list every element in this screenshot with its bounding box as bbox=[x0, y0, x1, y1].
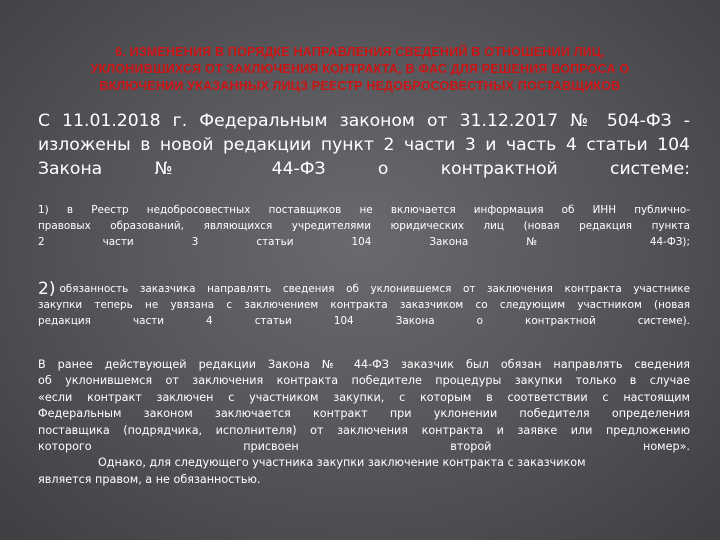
para-line: является правом, а не обязанностью. bbox=[38, 472, 261, 486]
para-line: поставщика (подрядчика, исполнителя) от заключения контракта и заявке или предложению bbox=[38, 423, 690, 437]
body-paragraph bbox=[38, 357, 690, 488]
para-line: «если контракт заключен с участником закупки, с которым в соответствии с настоящим bbox=[38, 390, 690, 404]
para-indented-line bbox=[38, 455, 690, 471]
item1-line: 1) в Реестр недобросовестных поставщиков не включается информация об ИНН публично- bbox=[38, 204, 690, 216]
slide-title bbox=[30, 44, 690, 95]
lead-line: изложены в новой редакции пункт 2 части 3 и часть 4 статьи 104 bbox=[38, 135, 690, 155]
item2-line: обязанность заказчика направлять сведения об уклонившемся от заключения контракта участнике bbox=[59, 283, 690, 295]
item2-line: редакция части 4 статьи 104 Закона о контрактной системе). bbox=[38, 315, 690, 327]
item2-line: закупки теперь не увязана с заключением контракта заказчиком со следующим участником (новая bbox=[38, 299, 690, 311]
item1-line: 2 части 3 статьи 104 Закона № 44-ФЗ); bbox=[38, 236, 690, 248]
list-item-2 bbox=[38, 281, 690, 329]
para-line: Однако, для следующего участника закупки заключение контракта с заказчиком bbox=[98, 456, 586, 470]
item2-first-line bbox=[38, 281, 690, 297]
title-line: ВКЛЮЧЕНИИ УКАЗАННЫХ ЛИЦЗ РЕЕСТР НЕДОБРОСОВЕСТНЫХ ПОСТАВЩИКОВ bbox=[99, 79, 621, 93]
item1-line: правовых образований, являющихся учредителями юридических лиц (новая редакция пункта bbox=[38, 220, 690, 232]
lead-paragraph bbox=[38, 109, 690, 181]
item2-number: 2) bbox=[38, 279, 56, 299]
list-item-1 bbox=[38, 202, 690, 250]
title-line: 6. ИЗМЕНЕНИЯ В ПОРЯДКЕ НАПРАВЛЕНИЯ СВЕДЕНИЙ В ОТНОШЕНИИ ЛИЦ, bbox=[115, 45, 605, 59]
para-line: В ранее действующей редакции Закона № 44-ФЗ заказчик был обязан направлять сведения bbox=[38, 358, 690, 371]
lead-line: Закона № 44-ФЗ о контрактной системе: bbox=[38, 159, 690, 179]
para-line: Федеральным законом заключается контракт при уклонении победителя определения bbox=[38, 407, 690, 421]
para-line: которого присвоен второй номер». bbox=[38, 440, 690, 454]
para-line: об уклонившемся от заключения контракта победителе процедуры закупки только в случае bbox=[38, 374, 690, 388]
title-line: УКЛОНИВШИХСЯ ОТ ЗАКЛЮЧЕНИЯ КОНТРАКТА, В ФАС ДЛЯ РЕШЕНИЯ ВОПРОСА О bbox=[90, 62, 630, 76]
lead-line: С 11.01.2018 г. Федеральным законом от 31.12.2017 № 504-ФЗ - bbox=[38, 111, 690, 131]
